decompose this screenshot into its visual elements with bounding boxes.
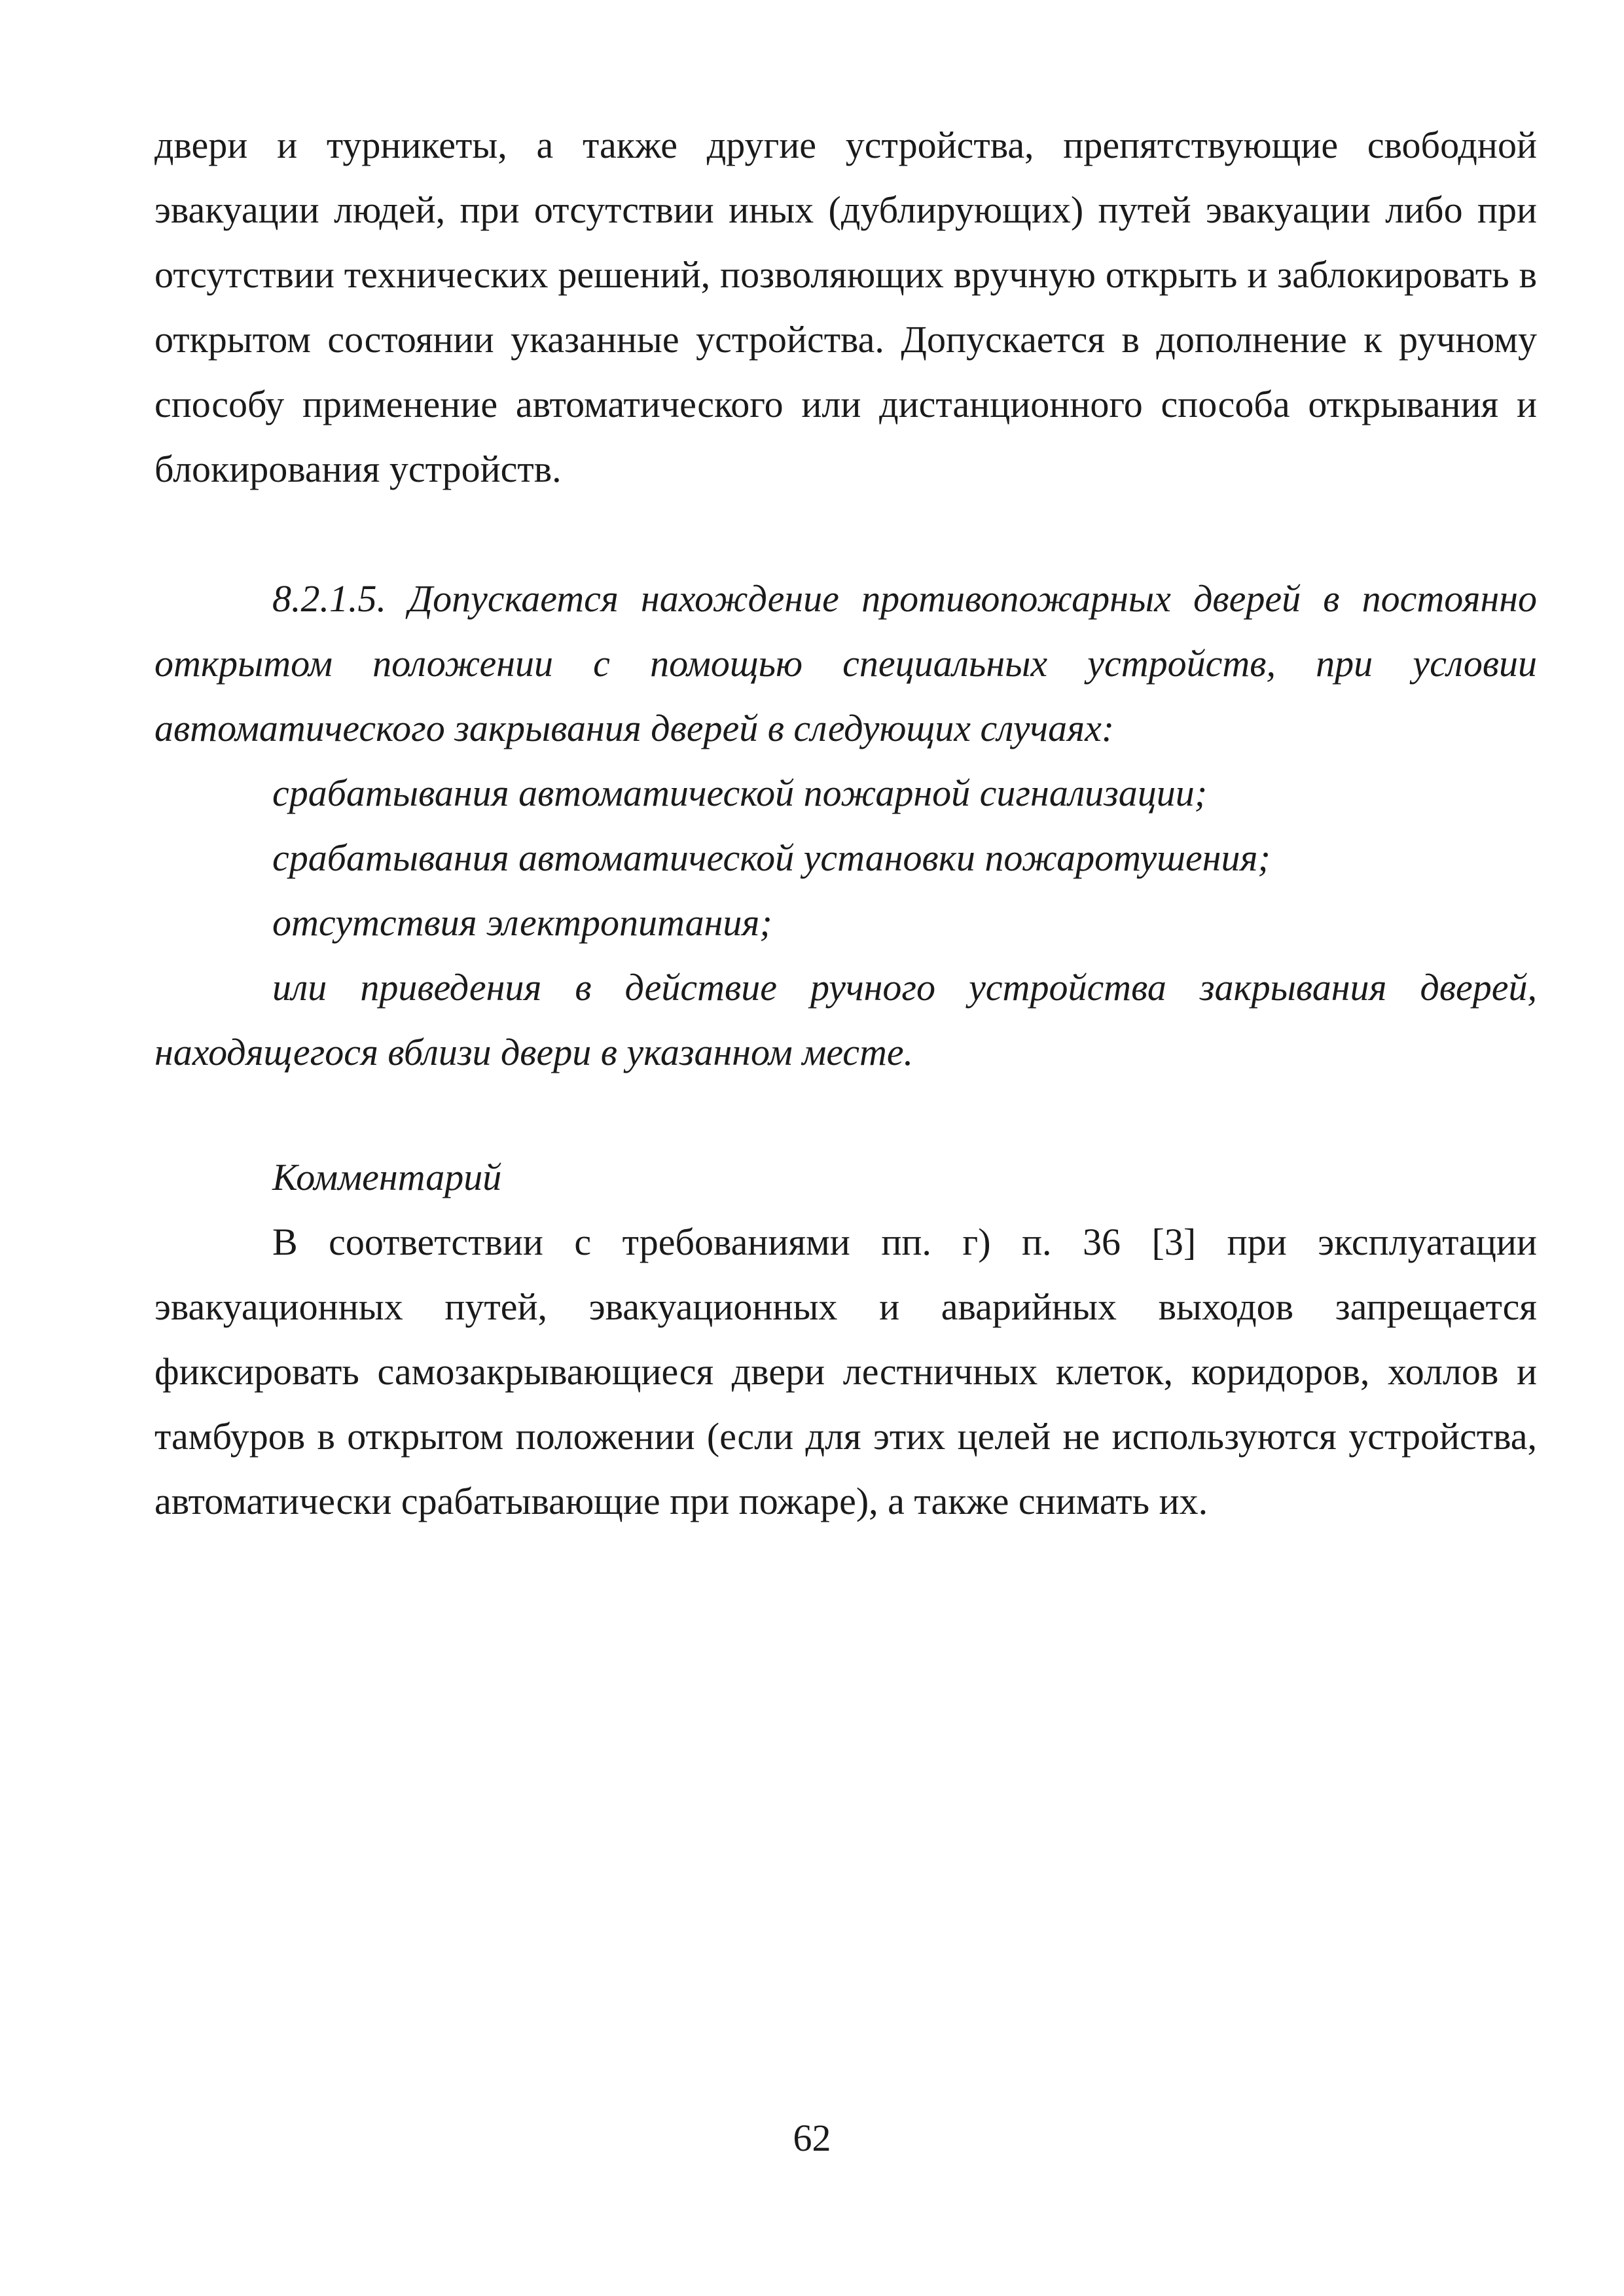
comment-heading: Комментарий [272, 1156, 502, 1198]
list-item: срабатывания автоматической пожарной сигнализации; [272, 772, 1208, 814]
clause-8-2-1-5: 8.2.1.5. Допускается нахождение противопожарных дверей в постоянно открытом положении с помощью специальных устройств, при условии автоматического закрывания дверей в следующих случаях: [154, 577, 1537, 749]
list-item: или приведения в действие ручного устройства закрывания дверей, находящегося вблизи двери в указанном месте. [154, 966, 1537, 1073]
paragraph-continuation: двери и турникеты, а также другие устройства, препятствующие свободной эвакуации людей, при отсутствии иных (дублирующих) путей эвакуации либо при отсутствии технических решений, позволяющих вручную открыть и заблокировать в открытом состоянии указанные устройства. Допускается в дополнение к ручному способу применение автоматического или дистанционного способа открывания и блокирования устройств. [154, 124, 1537, 490]
page-number: 62 [793, 2117, 831, 2159]
page-body [154, 113, 1537, 1534]
list-item: отсутствия электропитания; [272, 901, 772, 944]
comment-text: В соответствии с требованиями пп. г) п. 36 [3] при эксплуатации эвакуационных путей, эвакуационных и аварийных выходов запрещается фиксировать самозакрывающиеся двери лестничных клеток, коридоров, холлов и тамбуров в открытом положении (если для этих целей не используются устройства, автоматически срабатывающие при пожаре), а также снимать их. [154, 1221, 1537, 1522]
list-item: срабатывания автоматической установки пожаротушения; [272, 836, 1271, 879]
